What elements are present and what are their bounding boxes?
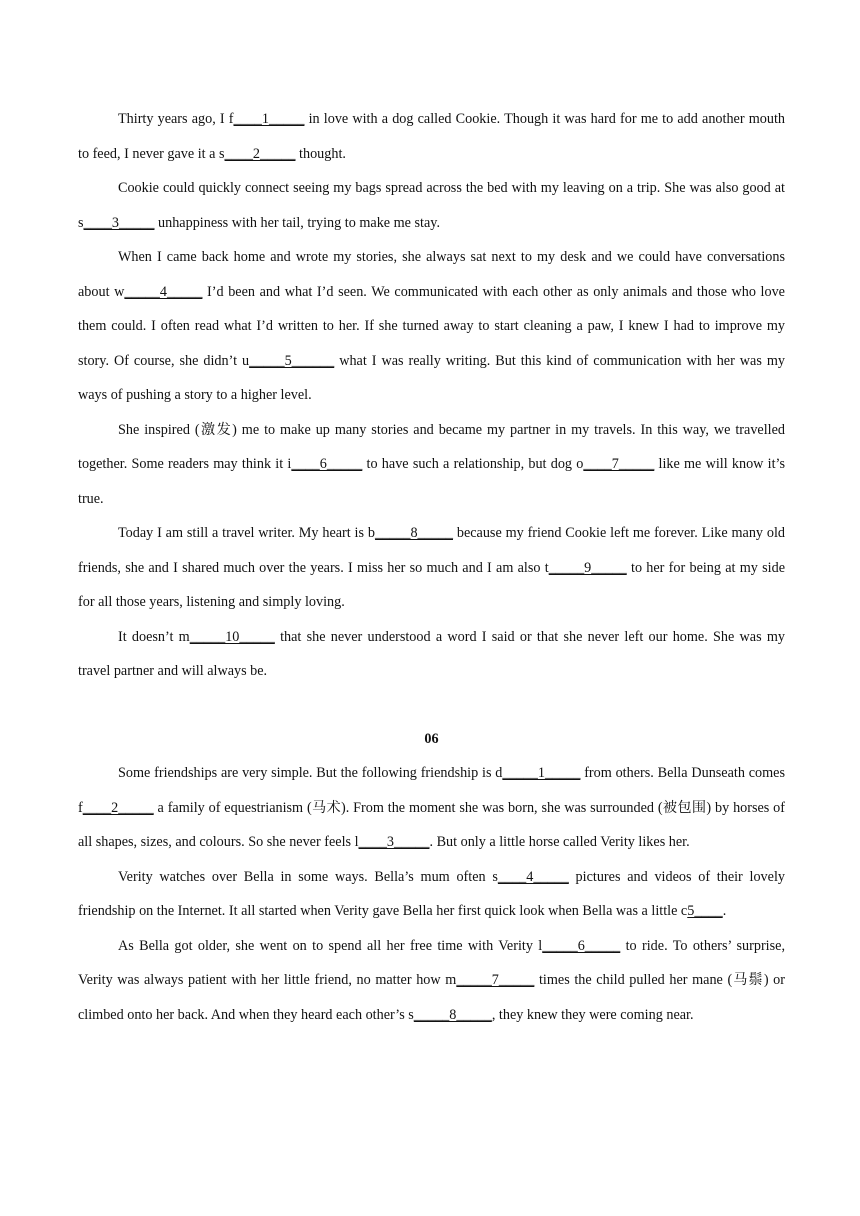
answer-blank[interactable]: _____1_____ [502,765,581,781]
paragraph [78,620,785,689]
answer-blank[interactable]: ____1_____ [233,111,305,127]
paragraph-text: to have such a relationship, but dog o [362,456,584,472]
answer-blank[interactable]: _____8_____ [413,1006,492,1023]
paragraph-text: . [722,903,727,919]
answer-blank[interactable]: _____10_____ [189,628,275,645]
paragraph [78,929,785,1033]
paragraph-text: to her for being at my side for all those years, listening and simply loving. [78,559,786,610]
paragraph-text: It doesn’t m [118,628,190,645]
answer-blank[interactable]: _____7_____ [456,972,535,988]
paragraph [78,756,785,860]
answer-blank[interactable]: 5____ [687,903,723,919]
paragraph-text: like me will know it’s true. [78,456,786,507]
paragraph [78,516,785,620]
paragraph [78,240,785,413]
paragraph-text: a family of equestrianism (马术). From the moment she was born, she was surrounded (被包围) by horses of all shapes, sizes, and colours. So she never feels l [78,799,785,850]
answer-blank[interactable]: ____3_____ [83,214,155,231]
passage-06 [78,756,785,1032]
paragraph [78,413,785,517]
answer-blank[interactable]: _____9_____ [548,559,627,576]
paragraph-text: Verity watches over Bella in some ways. Bella’s mum often s [118,868,498,885]
paragraph-text: that she never understood a word I said or that she never left our home. She was my travel partner and will always be. [78,628,785,679]
paragraph-text: to ride. To others’ surprise, Verity was always patient with her little friend, no matter how m [78,937,785,988]
paragraph-text: times the child pulled her mane (马鬃) or climbed onto her back. And when they heard each other’s s [78,972,785,1023]
answer-blank[interactable]: ____7_____ [583,456,655,472]
answer-blank[interactable]: _____8_____ [374,525,453,541]
paragraph [78,171,785,240]
answer-blank[interactable]: ____2_____ [224,145,296,162]
answer-blank[interactable]: ____4_____ [497,868,569,885]
answer-blank[interactable]: ____6_____ [291,456,363,472]
paragraph-text: thought. [295,145,346,162]
answer-blank[interactable]: _____4_____ [124,283,203,300]
paragraph-text: what I was really writing. But this kind of communication with her was my ways of pushing a story to a higher level. [78,352,785,403]
passage-heading: 06 [424,730,439,747]
paragraph-text: because my friend Cookie left me forever. Like many old friends, she and I shared much over the years. I miss her so much and I am also t [78,525,785,576]
paragraph-text: When I came back home and wrote my stories, she always sat next to my desk and we could have conversations about w [78,249,785,300]
answer-blank[interactable]: ____3_____ [358,834,430,850]
paragraph-text: in love with a dog called Cookie. Though it was hard for me to add another mouth to feed, I never gave it a s [78,111,785,162]
paragraph-text: Today I am still a travel writer. My heart is b [118,525,375,541]
answer-blank[interactable]: _____6_____ [542,937,621,954]
paragraph-text: As Bella got older, she went on to spend all her free time with Verity l [118,937,543,954]
document-page [78,102,785,1032]
paragraph-text: She inspired (激发) me to make up many stories and became my partner in my travels. In this way, we travelled together. Some readers may think it i [78,421,785,472]
paragraph [78,860,785,929]
paragraph-text: from others. Bella Dunseath comes f [78,765,785,816]
answer-blank[interactable]: _____5______ [249,352,335,369]
paragraph-text: . But only a little horse called Verity likes her. [429,834,690,850]
paragraph-text: unhappiness with her tail, trying to make me stay. [154,214,440,231]
passage-05 [78,102,785,689]
paragraph-text: Some friendships are very simple. But the following friendship is d [118,765,503,781]
paragraph-text: Cookie could quickly connect seeing my bags spread across the bed with my leaving on a trip. She was also good at s [78,180,785,231]
paragraph-text: pictures and videos of their lovely friendship on the Internet. It all started when Verity gave Bella her first quick look when Bella was a little c [78,868,785,919]
answer-blank[interactable]: ____2_____ [82,799,154,816]
paragraph-text: I’d been and what I’d seen. We communicated with each other as only animals and those who love them could. I often read what I’d written to her. If she turned away to start cleaning a paw, I knew I had to improve my story. Of course, she didn’t u [78,283,785,369]
paragraph-text: Thirty years ago, I f [118,111,234,127]
paragraph-text: , they knew they were coming near. [491,1006,694,1023]
paragraph [78,102,785,171]
